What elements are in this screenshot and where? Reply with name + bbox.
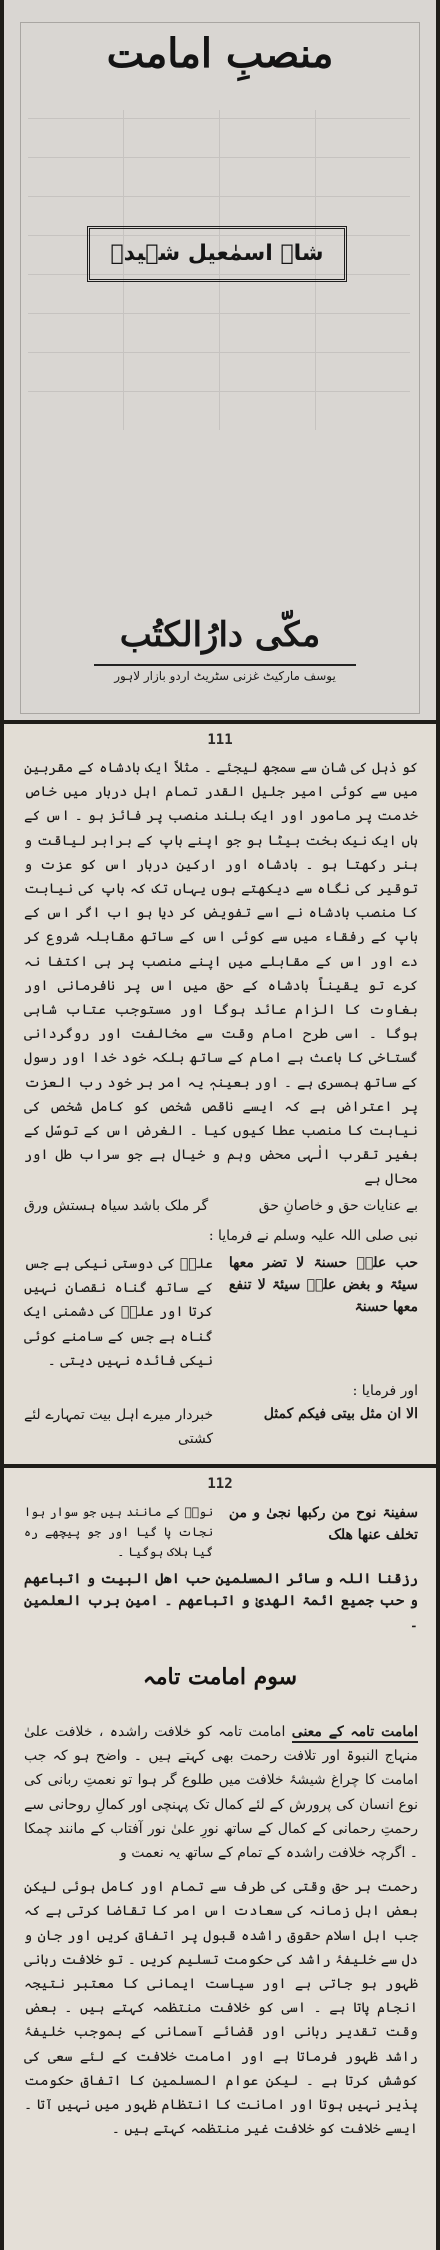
second-intro: اور فرمایا : <box>352 1383 418 1400</box>
second-hadith <box>24 1403 418 1451</box>
second-arabic: الا ان مثل بیتی فیکم کمثل <box>263 1406 418 1423</box>
publisher-address: یوسف مارکیٹ غزنی سٹریٹ اردو بازار لاہور <box>94 664 356 683</box>
hadith-arabic: حب علیؓ حسنۃ لا تضر معھا سیئۃ و بغض علیؓ سیئۃ لا تنفع معھا حسنۃ <box>228 1255 418 1316</box>
subheading: امامت تامہ کے معنی <box>292 1724 418 1743</box>
book-title: منصبِ امامت <box>106 30 334 77</box>
author-box: شاہ اسمٰعیل شہیدؒ <box>87 226 347 282</box>
page-111 <box>4 724 436 1464</box>
top-arabic: سفینۃ نوح من رکبھا نجیٰ و من تخلف عنھا ھلک <box>228 1505 418 1543</box>
page-112-body <box>24 1720 418 2141</box>
second-translation: خبردار میرے اہل بیت تمہارے لئے کشتی <box>24 1407 214 1448</box>
top-hadith <box>24 1502 418 1562</box>
verse <box>24 1194 418 1218</box>
hadith-intro: نبی صلی اللہ علیہ وسلم نے فرمایا : <box>208 1227 418 1244</box>
page-112-top <box>24 1502 418 1634</box>
page-111-body <box>24 756 418 1452</box>
hadith-block <box>24 1252 418 1373</box>
top-translation: نوحؑ کے مانند ہیں جو سوار ہوا نجات پا گیا اور جو پیچھے رہ گیا ہلاک ہوگیا ۔ <box>24 1505 214 1559</box>
dua: رزقنا اللہ و سائر المسلمین حب اھل البیت و اتباعھم و حب جمیع ائمۃ الھدیٰ و اتباعھم ۔ امین برب العلمین ۔ <box>24 1571 418 1631</box>
page-112 <box>4 1468 436 2250</box>
paragraph-1: امامت تامہ کو خلافت راشدہ ، خلافت علیٰ منہاج النبوۃ اور تلافت رحمت بھی کہتے ہیں ۔ واضح ہو کہ جب امامت کا چراغ شیشۂ خلافت میں طلوع گر ہوا تو نعمتِ ربانی کی نوع انسان کی پرورش کے لئے کمال تک پہنچی اور کمالِ روحانی سے رحمتِ رحمانی کے کمال کے ساتھ نورِ علیٰ نور آفتاب کے مانند چمکا ۔ اگرچہ خلافت راشدہ کے تمام کے ساتھ یہ نعمت و <box>24 1724 418 1862</box>
page-number: 111 <box>207 732 233 748</box>
paragraph: کو ذہل کی شان سے سمجھ لیجئے ۔ مثلاً ایک بادشاہ کے مقربین میں سے کوئی امیر جلیل القدر تمام اہل دربار میں خاص خدمت پر مامور اور ایک بلند منصب پر فائز ہو ۔ اس کے ہاں ایک نیک بخت بیٹا ہو جو اپنے باپ کے برابر لیاقت و ہنر رکھتا ہو ۔ بادشاہ اور ارکین دربار اس کو عزت و توقیر کی نگاہ سے دیکھتے ہوں یہاں تک کہ باپ کی نیابت کا منصب بادشاہ نے اسے تفویض کر دیا ہو اب اگر اس کے باپ کے رفقاء میں سے کوئی اس کے ساتھ مقابلہ شروع کر دے اور اس کے مقابلے میں اپنے منصب پر ہی اکتفا نہ کرے تو یقیناً بادشاہ کے حق میں اس پر نافرمانی اور بغاوت کا الزام عائد ہوگا اور مستوجب عتاب شاہی ہوگا ۔ اسی طرح امام وقت سے مخالفت اور روگردانی گستاخی کا باعث ہے امام کے ساتھ بلکہ خود خدا اور رسول کے ساتھ ہمسری ہے ۔ اور بعینہٖ یہ امر بر خود رب العزت پر اعتراض ہے کہ ایسے ناقص شخص کو کامل شخص کی نیابت کا منصب عطا کیوں کیا ۔ الغرض اس کے توسّل کے بغیر تقرب الٰہی محض وہم و خیال ہے جو سراب طل اور محال ہے <box>24 760 418 1188</box>
cover-page <box>4 0 436 720</box>
verse-right: بے عنایات حق و خاصانِ حق <box>258 1197 418 1214</box>
section-heading: سوم امامت تامہ <box>142 1664 298 1690</box>
paragraph-2: رحمت ہر حق وقتی کی طرف سے تمام اور کامل ہوئی لیکن بعض اہل زمانہ کی سعادت اس امر کا تقاضا کرتی ہے کہ جب اہل اسلام حقوق راشدہ قبول پر اتفاق کریں اور جان و دل سے خلیفۂ راشد کی حکومت تسلیم کریں ۔ تو خلافت ربانی ظہور ہو جاتی ہے اور سیاست ایمانی کا معتبر نتیجہ انجام پاتا ہے ۔ اسی کو خلافت منتظمہ کہتے ہیں ۔ بعض وقت تقدیر ربانی اور قضائے آسمانی کے بموجب خلیفۂ راشد ظہور فرماتا ہے اور امامت خلافت کے لئے سعی کی کوشش کرتا ہے ۔ لیکن عوام المسلمین کا اتفاق حکومت پذیر نہیں ہوتا اور امانت کا انتظام ظہور میں نہیں آتا ۔ ایسے خلافت کو خلافت غیر منتظمہ کہتے ہیں ۔ <box>24 1879 418 2138</box>
page-number: 112 <box>207 1476 233 1492</box>
publisher-logo: مکّی دارُالکتُب <box>119 615 321 655</box>
hadith-translation: علیؓ کی دوستی نیکی ہے جس کے ساتھ گناہ نقصان نہیں کرتا اور علیؓ کی دشمنی ایک گناہ ہے جس کے سامنے کوئی نیکی فائدہ نہیں دیتی ۔ <box>24 1256 214 1369</box>
verse-left: گر ملک باشد سیاہ ہستش ورق <box>24 1197 209 1214</box>
